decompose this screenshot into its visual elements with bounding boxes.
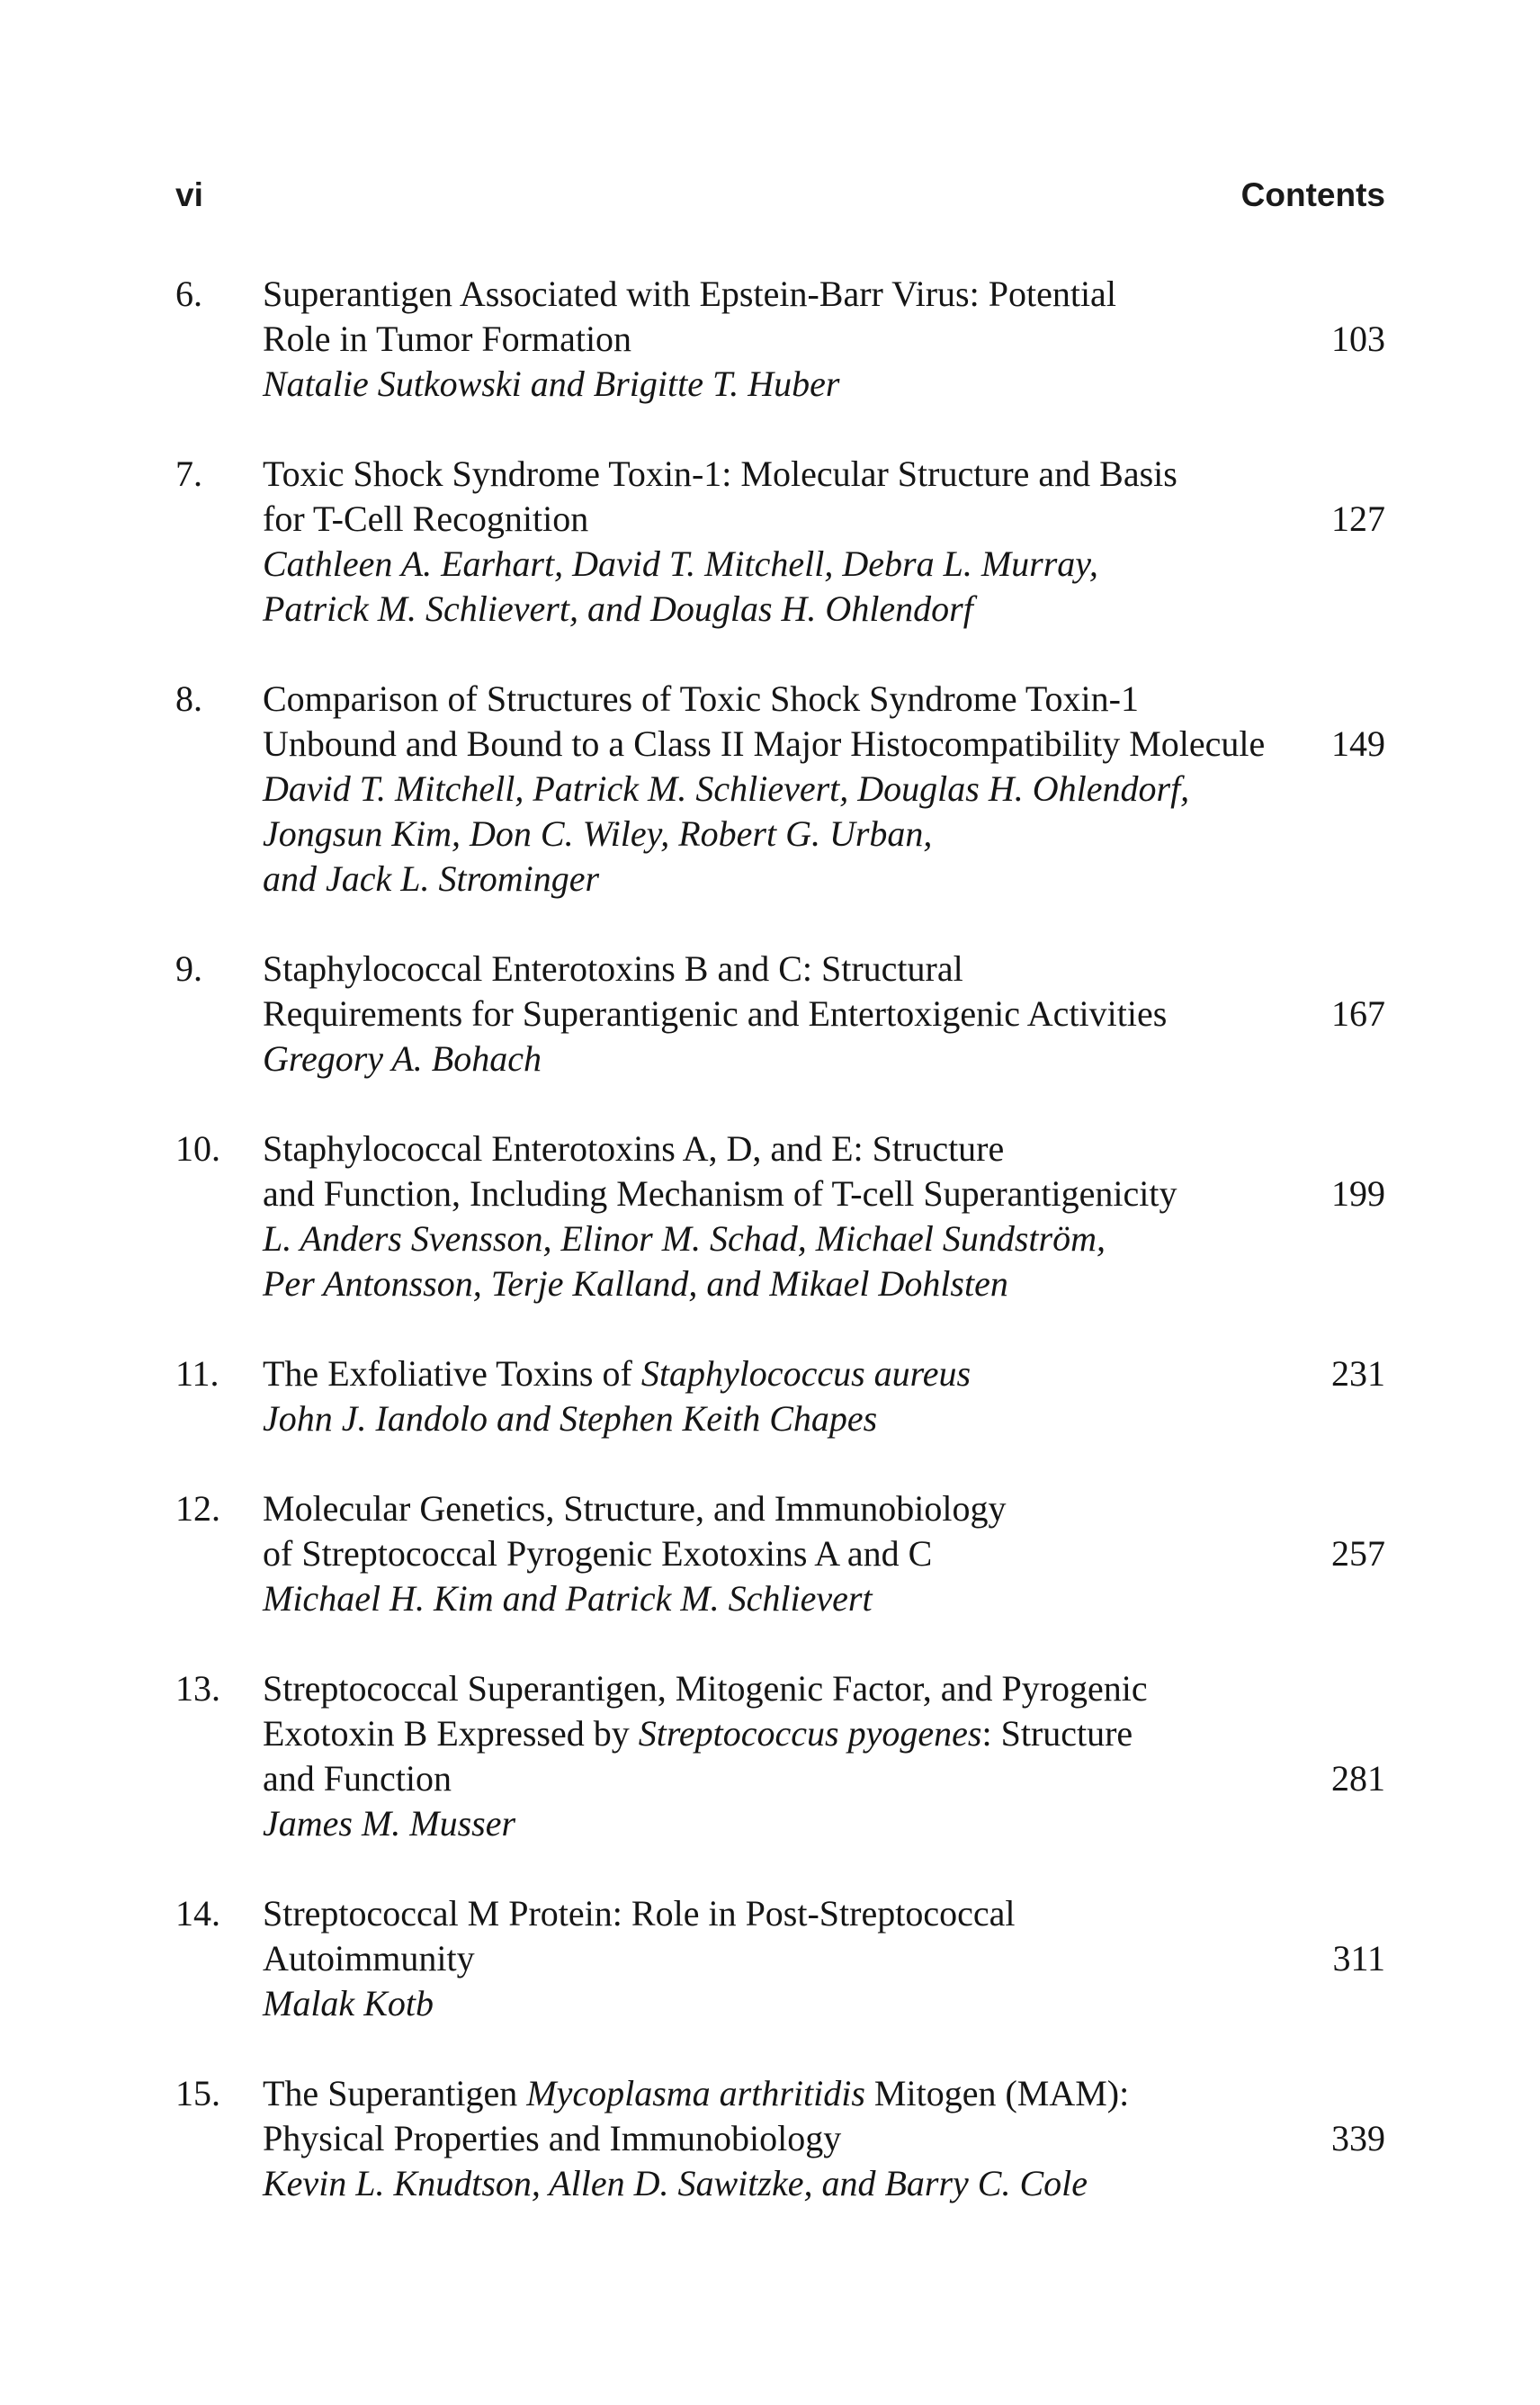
toc-entry-8 bbox=[175, 677, 1385, 902]
chapter-title-line bbox=[263, 2116, 1385, 2161]
chapter-title-line bbox=[263, 1171, 1385, 1216]
chapter-authors: Patrick M. Schlievert, and Douglas H. Ohlendorf bbox=[263, 588, 973, 629]
chapter-authors: John J. Iandolo and Stephen Keith Chapes bbox=[263, 1398, 878, 1439]
page-number: 231 bbox=[1331, 1353, 1385, 1394]
chapter-authors: James M. Musser bbox=[263, 1803, 516, 1844]
toc-entry-12 bbox=[175, 1486, 1385, 1621]
chapter-title-italic: Streptococcus pyogenes bbox=[638, 1713, 982, 1754]
page-number: 257 bbox=[1331, 1533, 1385, 1574]
chapter-title-text: Role in Tumor Formation bbox=[263, 319, 632, 359]
page-number: 311 bbox=[1332, 1938, 1385, 1979]
chapter-title-line bbox=[263, 1351, 1385, 1396]
table-of-contents bbox=[175, 272, 1385, 2251]
chapter-title-line bbox=[263, 722, 1385, 767]
chapter-title-line bbox=[263, 2071, 1385, 2116]
chapter-title-line: Staphylococcal Enterotoxins B and C: Structural bbox=[263, 948, 963, 989]
chapter-title-text: : Structure bbox=[981, 1713, 1133, 1754]
chapter-title-line bbox=[263, 1756, 1385, 1801]
chapter-authors: Gregory A. Bohach bbox=[263, 1038, 542, 1079]
chapter-title-text: Requirements for Superantigenic and Entertoxigenic Activities bbox=[263, 993, 1168, 1034]
page-number: 339 bbox=[1331, 2118, 1385, 2158]
toc-entry-9 bbox=[175, 947, 1385, 1081]
chapter-number: 15. bbox=[175, 2073, 220, 2113]
chapter-title-text: The Exfoliative Toxins of bbox=[263, 1353, 641, 1394]
chapter-title-text: Mitogen (MAM): bbox=[864, 2073, 1130, 2113]
toc-entry-15 bbox=[175, 2071, 1385, 2206]
page-number: 167 bbox=[1331, 993, 1385, 1034]
toc-entry-10 bbox=[175, 1126, 1385, 1306]
chapter-title-text: Physical Properties and Immunobiology bbox=[263, 2118, 842, 2158]
chapter-title-text: and Function, Including Mechanism of T-cell Superantigenicity bbox=[263, 1173, 1177, 1214]
toc-entry-11 bbox=[175, 1351, 1385, 1441]
chapter-number: 10. bbox=[175, 1128, 220, 1169]
page-number: 127 bbox=[1331, 498, 1385, 539]
chapter-title-italic: Staphylococcus aureus bbox=[640, 1353, 971, 1394]
toc-entry-13 bbox=[175, 1666, 1385, 1846]
toc-entry-7 bbox=[175, 452, 1385, 632]
page-header bbox=[175, 176, 1385, 220]
chapter-number: 14. bbox=[175, 1893, 220, 1934]
chapter-title-line: Streptococcal M Protein: Role in Post-Streptococcal bbox=[263, 1893, 1016, 1934]
chapter-title-line bbox=[263, 497, 1385, 542]
chapter-authors: Natalie Sutkowski and Brigitte T. Huber bbox=[263, 363, 840, 404]
chapter-title-text: and Function bbox=[263, 1758, 452, 1799]
chapter-title-line bbox=[263, 1711, 1385, 1756]
chapter-authors: Per Antonsson, Terje Kalland, and Mikael Dohlsten bbox=[263, 1263, 1008, 1304]
toc-entry-6 bbox=[175, 272, 1385, 407]
chapter-number: 7. bbox=[175, 453, 202, 494]
chapter-title-line bbox=[263, 317, 1385, 362]
chapter-title-line: Streptococcal Superantigen, Mitogenic Factor, and Pyrogenic bbox=[263, 1668, 1148, 1709]
chapter-authors: Cathleen A. Earhart, David T. Mitchell, Debra L. Murray, bbox=[263, 543, 1098, 584]
toc-entry-14 bbox=[175, 1891, 1385, 2026]
chapter-title-text: Autoimmunity bbox=[263, 1938, 475, 1979]
chapter-number: 6. bbox=[175, 274, 202, 314]
page-number: 149 bbox=[1331, 723, 1385, 764]
chapter-title-text: Unbound and Bound to a Class II Major Histocompatibility Molecule bbox=[263, 723, 1266, 764]
chapter-number: 11. bbox=[175, 1353, 219, 1394]
chapter-title-line bbox=[263, 1936, 1385, 1981]
folio: vi bbox=[175, 176, 203, 213]
chapter-title-line: Staphylococcal Enterotoxins A, D, and E: Structure bbox=[263, 1128, 1005, 1169]
chapter-authors: L. Anders Svensson, Elinor M. Schad, Michael Sundström, bbox=[263, 1218, 1106, 1259]
chapter-authors: David T. Mitchell, Patrick M. Schlievert, Douglas H. Ohlendorf, bbox=[263, 768, 1190, 809]
running-title: Contents bbox=[1240, 176, 1385, 213]
chapter-title-line: Toxic Shock Syndrome Toxin-1: Molecular Structure and Basis bbox=[263, 453, 1177, 494]
chapter-authors: and Jack L. Strominger bbox=[263, 858, 600, 899]
chapter-title-text: Exotoxin B Expressed by bbox=[263, 1713, 639, 1754]
chapter-authors: Jongsun Kim, Don C. Wiley, Robert G. Urban, bbox=[263, 813, 933, 854]
chapter-title-line bbox=[263, 992, 1385, 1036]
chapter-number: 8. bbox=[175, 678, 202, 719]
chapter-number: 9. bbox=[175, 948, 202, 989]
page-number: 103 bbox=[1331, 319, 1385, 359]
chapter-authors: Michael H. Kim and Patrick M. Schlievert bbox=[263, 1578, 873, 1619]
chapter-authors: Malak Kotb bbox=[263, 1983, 434, 2024]
chapter-authors: Kevin L. Knudtson, Allen D. Sawitzke, and Barry C. Cole bbox=[263, 2163, 1088, 2203]
page-number: 281 bbox=[1331, 1758, 1385, 1799]
chapter-title-text: of Streptococcal Pyrogenic Exotoxins A and C bbox=[263, 1533, 933, 1574]
chapter-title-line: Molecular Genetics, Structure, and Immunobiology bbox=[263, 1488, 1007, 1529]
page-number: 199 bbox=[1331, 1173, 1385, 1214]
chapter-title-line: Superantigen Associated with Epstein-Barr Virus: Potential bbox=[263, 274, 1116, 314]
chapter-title-line bbox=[263, 1531, 1385, 1576]
chapter-title-line: Comparison of Structures of Toxic Shock Syndrome Toxin-1 bbox=[263, 678, 1139, 719]
chapter-title-italic: Mycoplasma arthritidis bbox=[526, 2073, 865, 2113]
chapter-title-text: The Superantigen bbox=[263, 2073, 527, 2113]
chapter-number: 12. bbox=[175, 1488, 220, 1529]
chapter-number: 13. bbox=[175, 1668, 220, 1709]
chapter-title-text: for T-Cell Recognition bbox=[263, 498, 589, 539]
